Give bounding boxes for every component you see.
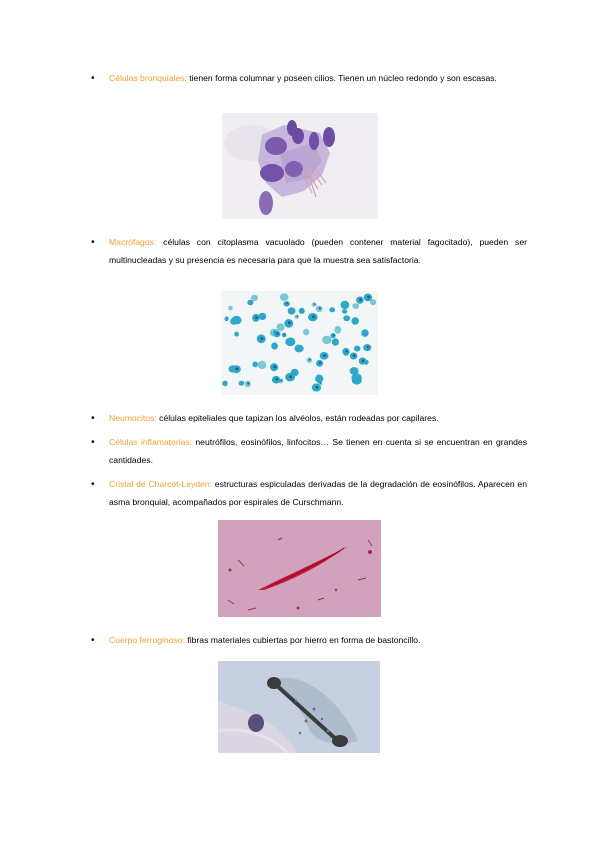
bullet: • [91, 237, 95, 248]
macrophage-cell [291, 369, 299, 377]
macrophage-nucleus [280, 380, 282, 382]
description: tienen forma columnar y poseen cilios. Tienen un núcleo redondo y son escasas. [186, 73, 497, 83]
macrophage-cell [364, 360, 369, 365]
macrophage-nucleus [319, 307, 321, 309]
macrophage-cell [352, 303, 359, 309]
macrophage-cell [322, 336, 332, 344]
bullet: • [91, 437, 95, 448]
macrophage-cell [295, 345, 304, 353]
macrophage-cell [228, 306, 232, 311]
macrophage-nucleus [289, 375, 292, 378]
charcot-leyden-crystal-micrograph [218, 520, 381, 617]
macrophage-nucleus [312, 315, 315, 318]
bullet: • [91, 413, 95, 424]
macrophage-cell [285, 338, 295, 347]
macrophage-nucleus [255, 316, 258, 319]
macrophage-cell [251, 295, 258, 301]
macrophage-cell [303, 329, 309, 336]
macrophage-cell [341, 301, 350, 309]
macrophage-cell [288, 307, 296, 314]
item-text [109, 632, 527, 650]
macrophage-cell [350, 367, 359, 375]
item-text [109, 70, 527, 88]
macrophage-nucleus [367, 296, 370, 299]
macrophage-cell [351, 373, 361, 382]
macrophage-cell [334, 326, 341, 334]
term: Cristal de Charcot-Leyden: [109, 479, 213, 489]
macrophage-nucleus [275, 378, 278, 381]
macrophage-nucleus [247, 382, 249, 384]
macrophage-cell [232, 316, 242, 325]
bullet: • [91, 73, 95, 84]
macrophage-nucleus [273, 365, 276, 368]
macrophage-nucleus [260, 337, 263, 340]
macrophage-nucleus [297, 316, 299, 318]
macrophage-nucleus [309, 359, 311, 361]
ferruginous-body-micrograph [218, 661, 380, 753]
macrophage-cell [259, 313, 267, 320]
macrophage-cell [258, 361, 266, 369]
description: estructuras espiculadas derivadas de la degradación de eosinófilos. Aparecen en asma bronquial, acompañados por espirales de Curschmann. [109, 479, 527, 507]
macrophage-cell [342, 309, 347, 314]
item-text [109, 410, 527, 428]
macrophage-cell [299, 308, 305, 314]
macrophage-cell [332, 338, 339, 345]
macrophage-cell [225, 316, 229, 321]
bullet: • [91, 479, 95, 490]
macrophage-cell [234, 332, 239, 337]
macrophage-nucleus [286, 302, 288, 304]
bullet: • [91, 635, 95, 646]
macrophage-nucleus [353, 354, 356, 357]
macrophage-nucleus [276, 333, 278, 335]
macrophage-cell [252, 362, 258, 368]
term: Neumocitos: [109, 413, 157, 423]
description: neutrófilos, eosinófilos, linfocitos… Se tienen en cuenta si se encuentran en grandes cantidades. [109, 437, 527, 465]
macrophage-nucleus [284, 334, 286, 336]
macrophage-nucleus [319, 362, 321, 364]
macrophage-cell [280, 293, 289, 300]
bronchial-cells-micrograph [222, 113, 378, 219]
term: Macrófagos: [109, 237, 157, 247]
macrophage-nucleus [333, 334, 335, 336]
macrophage-nucleus [323, 354, 326, 357]
macrophage-cell [354, 346, 360, 352]
macrophage-cell [351, 317, 359, 324]
item-text [109, 234, 527, 269]
term: Cuerpo ferruginoso: [109, 635, 185, 645]
item-text [109, 476, 527, 511]
macrophage-cell [370, 299, 376, 305]
description: células con citoplasma vacuolado (pueden contener material fagocitado), pueden ser multinucleadas y su presencia es necesaria para que la muestra sea satisfactoria. [109, 237, 527, 265]
macrophage-nucleus [359, 298, 362, 301]
macrophage-cell [271, 342, 278, 349]
macrophage-cell [343, 315, 350, 321]
item-text [109, 434, 527, 469]
macrophage-cell [239, 381, 245, 386]
macrophage-cell [361, 329, 368, 337]
macrophage-nucleus [345, 350, 348, 353]
term: Células inflamatorias: [109, 437, 193, 447]
description: células epiteliales que tapizan los alvéolos, están rodeadas por capilares. [156, 413, 439, 423]
description: fibras materiales cubiertas por hierro en forma de bastoncillo. [184, 635, 421, 645]
macrophage-nucleus [235, 367, 238, 370]
macrophages-micrograph [221, 291, 378, 395]
macrophage-cell [329, 307, 335, 312]
macrophage-nucleus [314, 303, 316, 305]
term: Células bronquiales: [109, 73, 187, 83]
macrophage-cell [222, 381, 227, 387]
macrophage-nucleus [316, 386, 319, 389]
macrophage-cell [315, 375, 323, 383]
macrophage-nucleus [367, 346, 369, 348]
macrophage-nucleus [288, 321, 291, 324]
